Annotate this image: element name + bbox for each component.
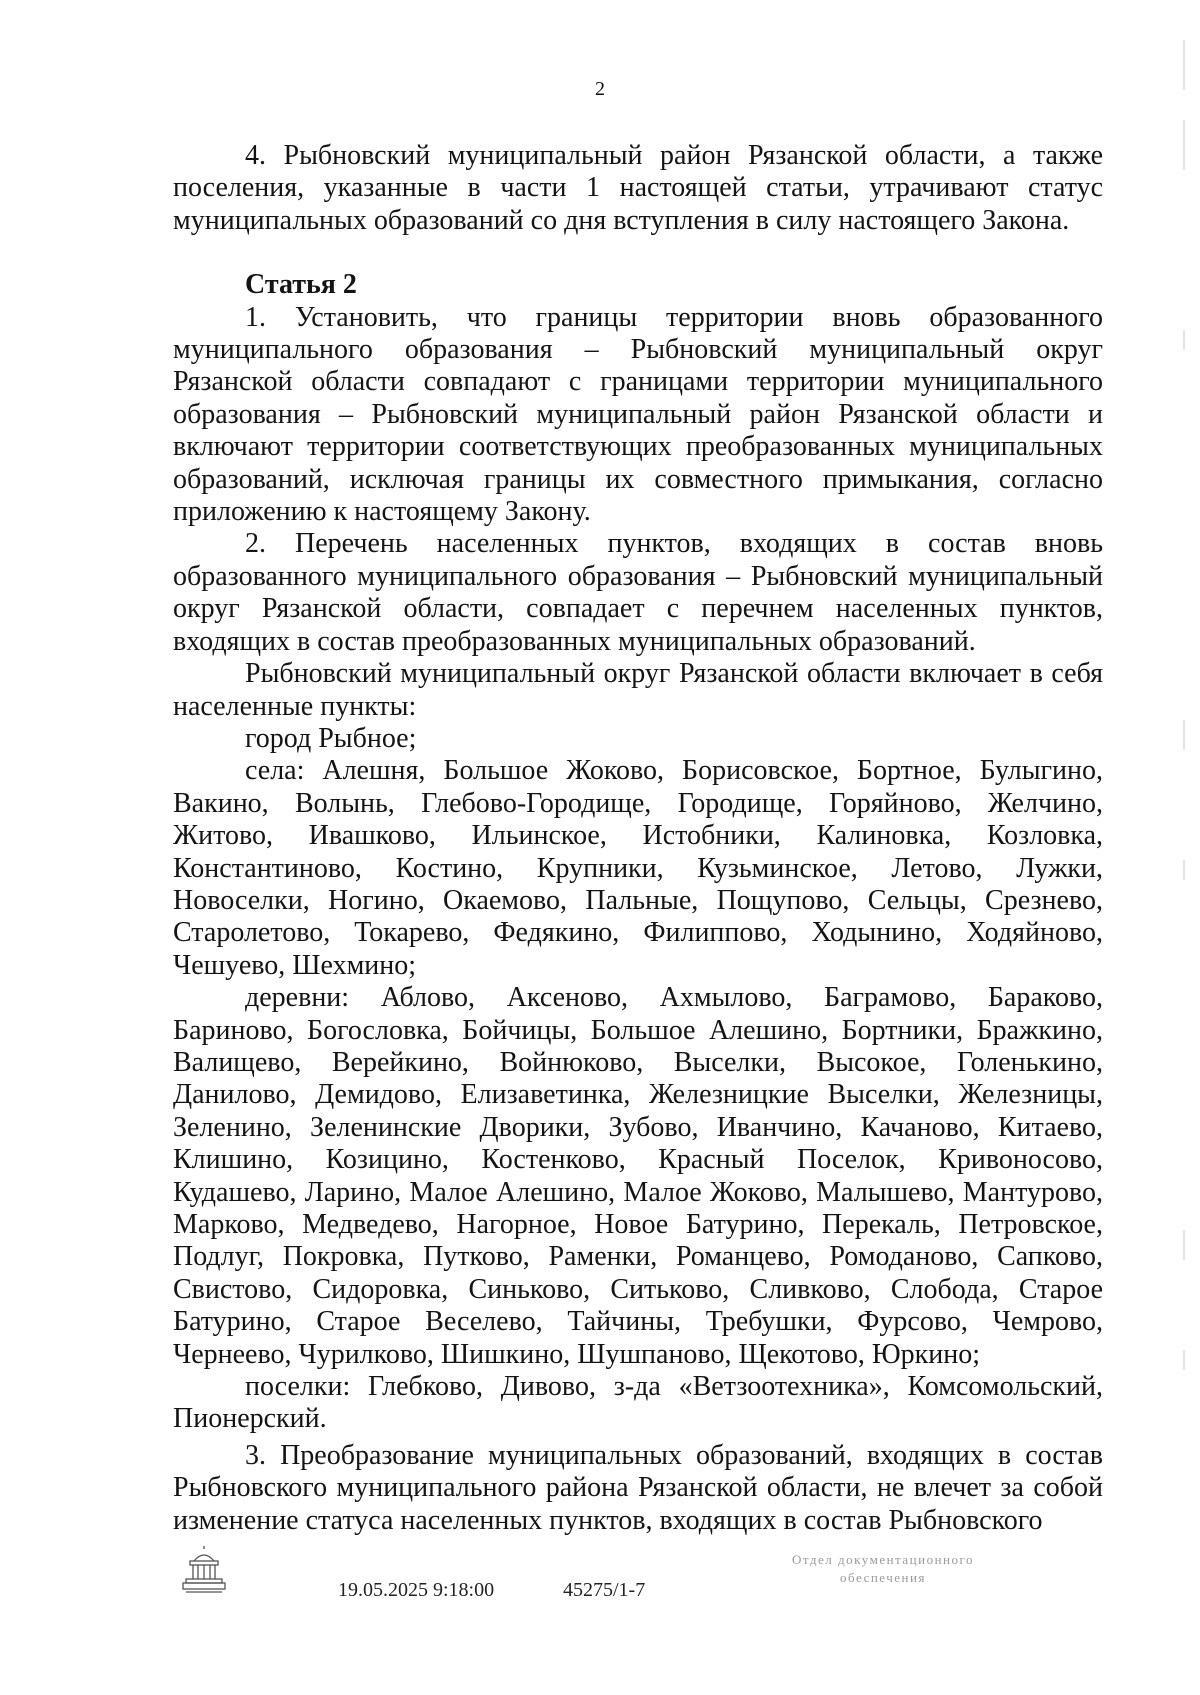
- article-2-paragraph-3: 3. Преобразование муниципальных образований, входящих в состав Рыбновского муниципального района Рязанской области, не влечет за собой изменение статуса населенных пунктов, входящих в состав Рыбновского: [173, 1439, 1103, 1536]
- document-body: [173, 140, 1103, 1537]
- parliament-building-emblem-icon: [180, 1545, 228, 1597]
- settlements-list: поселки: Глебково, Дивово, з-да «Ветзоотехника», Комсомольский, Пионерский.: [173, 1371, 1103, 1435]
- stamp-line-2: обеспечения: [840, 1570, 926, 1585]
- city-list: город Рыбное;: [245, 722, 417, 754]
- hamlets-list: деревни: Аблово, Аксеново, Ахмылово, Баграмово, Бараково, Бариново, Богословка, Бойчицы, Большое Алешино, Бортники, Бражкино, Валищево, Верейкино, Войнюково, Выселки, Высокое, Голенькино, Данилово, Демидово, Елизаветинка, Железницкие Выселки, Железницы, Зеленино, Зеленинские Дворики, Зубово, Иванчино, Качаново, Китаево, Клишино, Козицино, Костенково, Красный Поселок, Кривоносово, Кудашево, Ларино, Малое Алешино, Малое Жоково, Малышево, Мантурово, Марково, Медведево, Нагорное, Новое Батурино, Перекаль, Петровское, Подлуг, Покровка, Путково, Раменки, Романцево, Ромоданово, Сапково, Свистово, Сидоровка, Синьково, Ситьково, Сливково, Слобода, Старое Батурино, Старое Веселево, Тайчины, Требушки, Фурсово, Чемрово, Чернеево, Чурилково, Шишкино, Шушпаново, Щекотово, Юркино;: [173, 982, 1103, 1370]
- registration-date-time: 19.05.2025 9:18:00: [338, 1579, 495, 1601]
- registration-number: 45275/1-7: [563, 1579, 646, 1601]
- department-stamp: [738, 1551, 1028, 1587]
- stamp-line-1: Отдел документационного: [792, 1552, 974, 1567]
- paragraph-4-status-loss: 4. Рыбновский муниципальный район Рязанской области, а также поселения, указанные в части 1 настоящей статьи, утрачивают статус муниципальных образований со дня вступления в силу настоящего Закона.: [173, 140, 1103, 236]
- article-2-heading: Статья 2: [245, 269, 357, 301]
- document-footer: [0, 1545, 1200, 1665]
- villages-list: села: Алешня, Большое Жоково, Борисовское, Бортное, Булыгино, Вакино, Волынь, Глебово-Городище, Городище, Горяйново, Желчино, Житово, Ивашково, Ильинское, Истобники, Калиновка, Козловка, Константиново, Костино, Крупники, Кузьминское, Летово, Лужки, Новоселки, Ногино, Окаемово, Пальные, Пощупово, Сельцы, Срезнево, Старолетово, Токарево, Федякино, Филиппово, Ходынино, Ходяйново, Чешуево, Шехмино;: [173, 755, 1103, 981]
- article-2-settlements-intro: Рыбновский муниципальный округ Рязанской области включает в себя населенные пункты:: [173, 658, 1103, 722]
- article-2-paragraph-1: 1. Установить, что границы территории вновь образованного муниципального образования – Рыбновский муниципальный округ Рязанской области совпадают с границами территории муниципального образования – Рыбновский муниципальный район Рязанской области и включают территории соответствующих преобразованных муниципальных образований, исключая границы их совместного примыкания, согласно приложению к настоящему Закону.: [173, 301, 1103, 528]
- page-number: 2: [595, 78, 605, 100]
- article-2-paragraph-2: 2. Перечень населенных пунктов, входящих в состав вновь образованного муниципального образования – Рыбновский муниципальный округ Рязанской области, совпадает с перечнем населенных пунктов, входящих в состав преобразованных муниципальных образований.: [173, 528, 1103, 657]
- scan-edge-marks: [1180, 30, 1192, 1530]
